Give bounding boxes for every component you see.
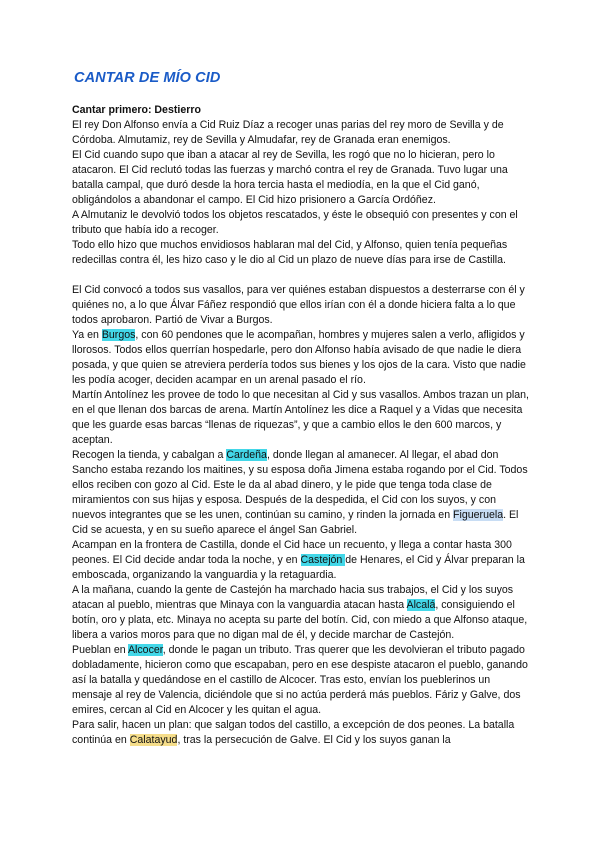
paragraph-1: El rey Don Alfonso envía a Cid Ruiz Díaz a recoger unas parias del rey moro de Sevilla y de Córdoba. Almutamiz, rey de Sevilla y Almudafar, rey de Granada eran enemigos. — [72, 119, 504, 146]
document-title: CANTAR DE MÍO CID — [74, 70, 221, 86]
paragraph-10: A la mañana, cuando la gente de Castejón ha marchado hacia sus trabajos, el Cid y los suyos atacan al pueblo, mientras que Minaya con la vanguardia atacan hasta Alcalá, consiguiendo el botín, oro y plata, etc. Minaya no acepta su parte del botín. Cid, con miedo a que Alfonso ataque, libera a varios moros para que no digan mal de él, y decide marchar de Castejón. — [72, 584, 528, 641]
paragraph-12: Para salir, hacen un plan: que salgan todos del castillo, a excepción de dos peones. La batalla continúa en Calatayud, tras la persecución de Galve. El Cid y los suyos ganan la — [72, 719, 515, 746]
place-highlight-cardena: Cardeña — [226, 449, 267, 461]
paragraph-spacer — [72, 268, 532, 283]
paragraph-8: Recogen la tienda, y cabalgan a Cardeña, donde llegan al amanecer. Al llegar, el abad don Sancho estaba rezando los maitines, y su esposa doña Jimena estaba rogando por el Cid. Todos ellos reciben con gozo al Cid. Este le da al abad dinero, y le pide que tenga toda clase de miramientos con sus hijas y esposa. Después de la despedida, el Cid con los suyos, y con nuevos integrantes que se les unen, continúan su camino, y rinden la jornada en Figueruela. El Cid se acuesta, y en su sueño aparece el ángel San Gabriel. — [72, 449, 528, 536]
paragraph-3: A Almutaniz le devolvió todos los objetos rescatados, y éste le obsequió con presentes y con el tributo que había ido a recoger. — [72, 209, 518, 236]
paragraph-5: El Cid convocó a todos sus vasallos, para ver quiénes estaban dispuestos a desterrarse con él y quiénes no, a lo que Álvar Fáñez respondió que ellos irían con él a donde hiciera falta a lo que todos aprobaron. Partió de Vivar a Burgos. — [72, 284, 525, 326]
paragraph-6: Ya en Burgos, con 60 pendones que le acompañan, hombres y mujeres salen a verlo, afligidos y llorosos. Todos ellos querrían hospedarle, pero don Alfonso había avisado de que nadie le diera posada, y que quien se atreviera perdería todos sus bienes y los ojos de la cara. Visto que nadie les podía acoger, deciden acampar en un arenal pasado el río. — [72, 329, 526, 386]
place-highlight-alcocer: Alcocer — [127, 644, 163, 656]
place-highlight-figueruela: Figueruela — [453, 509, 504, 521]
section-title: Cantar primero: Destierro — [72, 104, 201, 116]
paragraph-9: Acampan en la frontera de Castilla, donde el Cid hace un recuento, y llega a contar hasta 300 peones. El Cid decide andar toda la noche, y en Castejón de Henares, el Cid y Álvar preparan la emboscada, organizando la vanguardia y la retaguardia. — [72, 539, 525, 581]
paragraph-4: Todo ello hizo que muchos envidiosos hablaran mal del Cid, y Alfonso, quien tenía pequeñas redecillas contra él, les hizo caso y le dio al Cid un plazo de nueve días para irse de Castilla. — [72, 239, 508, 266]
place-highlight-castejon: Castejón — [300, 554, 346, 566]
place-highlight-calatayud: Calatayud — [129, 734, 178, 746]
place-highlight-burgos: Burgos — [101, 329, 136, 341]
paragraph-7: Martín Antolínez les provee de todo lo que necesitan al Cid y sus vasallos. Ambos trazan un plan, en el que llenan dos barcas de arena. Martín Antolínez les dice a Raquel y a Vidas que necesita que les guarde esas barcas “llenas de riquezas”, y que a cambio ellos le den 600 marcos, y aceptan. — [72, 389, 529, 446]
document-body — [72, 103, 532, 748]
paragraph-2: El Cid cuando supo que iban a atacar al rey de Sevilla, les rogó que no lo hicieran, pero lo atacaron. El Cid reclutó todas las fuerzas y marchó contra el rey de Granada. Tuvo lugar una batalla campal, que duró desde la hora tercia hasta el mediodía, en la que el Cid ganó, obligándolos a abandonar el campo. El Cid hizo prisionero a García Ordóñez. — [72, 149, 508, 206]
place-highlight-alcala: Alcalá — [406, 599, 436, 611]
paragraph-11: Pueblan en Alcocer, donde le pagan un tributo. Tras querer que les devolvieran el tributo pagado dobladamente, hicieron como que escapaban, pero en ese despiste atacaron el pueblo, ganando así la batalla y quedándose en el castillo de Alcocer. Tras esto, envían los pueblerinos un mensaje al rey de Valencia, diciéndole que si no actúa perderá más pueblos. Fáriz y Galve, dos emires, cercan al Cid en Alcocer y les quitan el agua. — [72, 644, 528, 716]
